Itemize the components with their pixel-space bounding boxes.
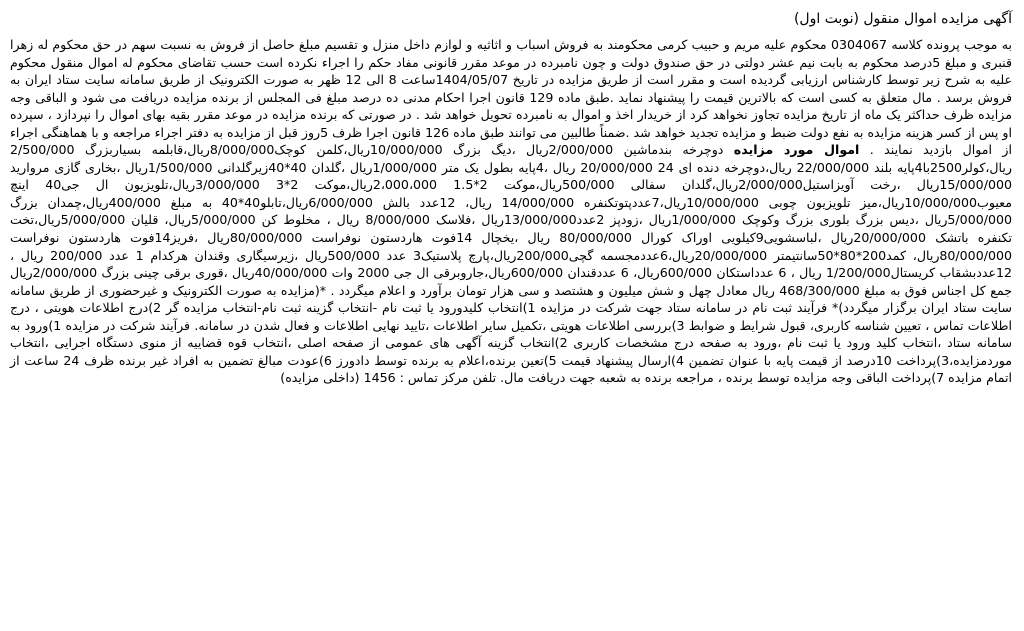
electronic-auction-procedure: (مزایده به صورت الکترونیک و غیرحضوری از طریق سامانه سایت ستاد ایران برگزار میگردد)* فرآیند ثبت نام در سامانه ستاد جهت شرکت در مزایده 1)انتخاب کلیدورود یا ثبت نام -انتخاب گزینه ثبت نام-انتخاب مزایده گر 2)درج اطلاعات هویتی ، درج اطلاعات تماس ، تعیین شناسه کاربری، قبول شرایط و ضوابط 3)بررسی اطلاعات هویتی ،تکمیل سایر اطلاعات ،تایید نهایی اطلاعات و فعال شدن در سامانه. فرآیند شرکت در مزایده 1)ورود به سامانه ستاد ،انتخاب کلید ورود یا ثبت نام ،ورود به صفحه درج مشخصات کاربری 2)انتخاب گزینه آگهی های عمومی از صفحه اصلی ،انتخاب قوه قضاییه از منوی دستگاه اجرایی ،انتخاب موردمزایده،3)پرداخت 10درصد از قیمت پایه با عنوان تضمین 4)ارسال پیشنهاد قیمت 5)تعین برنده،اعلام به برنده توسط دادورز 6)عودت مبالغ تضمین به افراد غیر برنده ظرف 24 ساعت از اتمام مزایده 7)پرداخت الباقی وجه مزایده توسط برنده ، مراجعه برنده به شعبه جهت دریافت مال. تلفن مرکز تماس : 1456 (داخلی مزایده) — [10, 282, 1013, 386]
items-heading: اموال مورد مزایده — [733, 142, 860, 158]
items-list: دوچرخه بندماشین 2/000/000ریال ،دیگ بزرگ 10/000/000ریال،کلمن کوچک8/000/000ریال،قابلمه بسیاربزرگ 2/500/000 ریال،کولر2500با4پایه بلند 22/000/000 ریال،دوچرخه دنده ای 24 20/000/000 ریال ،4پایه بطول یک متر 1/000/000ریال ،گلدان 40*40زیرگلدانی 1/500/000ریال ،بخاری گازی مروارید 15/000/000ریال ،رخت آویزاستیل2/000/000ریال،گلدان سفالی 500/000ریال،موکت 2*1.5 2،000،000ریال،موکت 2*3 3/000/000ریال،تلویزیون ال جی40 اینچ معیوب10/000/000ریال،میز تلویزیون چوبی 10/000/000ریال،7عددپتوتکنفره 14/000/000 ریال، 12عدد بالش 6/000/000ریال،تابلو40*40 به مبلغ 400/000ریال،چمدان بزرگ 5/000/000ریال ،دیس بزرگ بلوری بزرگ وکوچک 1/000/000ریال ،زودپز 2عدد13/000/000ریال ،فلاسک 8/000/000 ریال ، مخلوط کن 5/000/000ریال، قلیان 5/000/000ریال،تخت تکنفره باتشک 20/000/000ریال ،لباسشویی9کیلویی اوراک کورال 80/000/000 ریال ،یخچال 14فوت هاردستون نوفراست 80/000/000ریال ،فریز14فوت هاردستون نوفراست 80/000/000ریال، کمد200*80*50سانتیمتر 20/000/000ریال،6عددمجسمه گچی200/000ریال،پارچ پلاستیک3 عدد 500/000ریال ،زیرسیگاری وقندان هرکدام 1 عدد 200/000 ریال ، 12عددبشقاب کریستال1/200/000 ریال ، 6 عدداستکان 600/000ریال، 6 عددقندان 600/000ریال،جاروبرقی ال جی 2000 وات 40/000/000ریال ،قوری برقی چینی بزرگ 2/000/000ریال جمع کل اجناس فوق به مبلغ 468/300/000 ریال معادل چهل و شش میلیون و هشتصد و سی هزار تومان برآورد و اعلام میگردد . * — [10, 142, 1013, 298]
notice-body — [10, 36, 1012, 387]
notice-title: آگهی مزایده اموال منقول (نوبت اول) — [793, 11, 1012, 27]
notice-paragraph-main: به موجب پرونده کلاسه 0304067 محکوم علیه مریم و حبیب کرمی محکومند به فروش اسباب و اثاثیه و لوازم داخل منزل و تقسیم مبلغ حاصل از فروش به نسبت سهم در حق محکوم له زهرا قنبری و مبلغ 5درصد محکوم به بابت نیم عشر دولتی در حق صندوق دولت و چون نامبرده در موعد مقرر قانونی مفاد حکم را اجراء نکرده است حسب تقاضای محکوم له اموال منقول محکوم علیه به شرح زیر توسط کارشناس ارزیابی گردیده است و مقرر است از طریق مزایده در تاریخ 1404/05/07ساعت 8 الی 12 ظهر به صورت الکترونیک از طریق سامانه سایت ستاد ایران به فروش برسد . مال متعلق به کسی است که بالاترین قیمت را پیشنهاد نماید .طبق ماده 129 قانون اجرا احکام مدنی ده درصد مبلغ فی المجلس از برنده مزایده دریافت می شود و الباقی وجه مزایده ظرف حداکثر یک ماه از تاریخ مزایده تجاوز نخواهد کرد از خریدار اخذ و اموال به نامبرده تحویل خواهد شد . در صورتی که برنده مزایده در موعد مقرر بقیه بهای اموال را نپردازد ، سپرده او پس از کسر هزینه مزایده به نفع دولت ضبط و مزایده تجدید خواهد شد .ضمناً طالبین می توانند طبق ماده 126 قانون اجرا ظرف 5روز قبل از مزایده به دفتر اجراء مراجعه و با هماهنگی اجراء از اموال بازدید نمایند . — [10, 37, 1013, 158]
